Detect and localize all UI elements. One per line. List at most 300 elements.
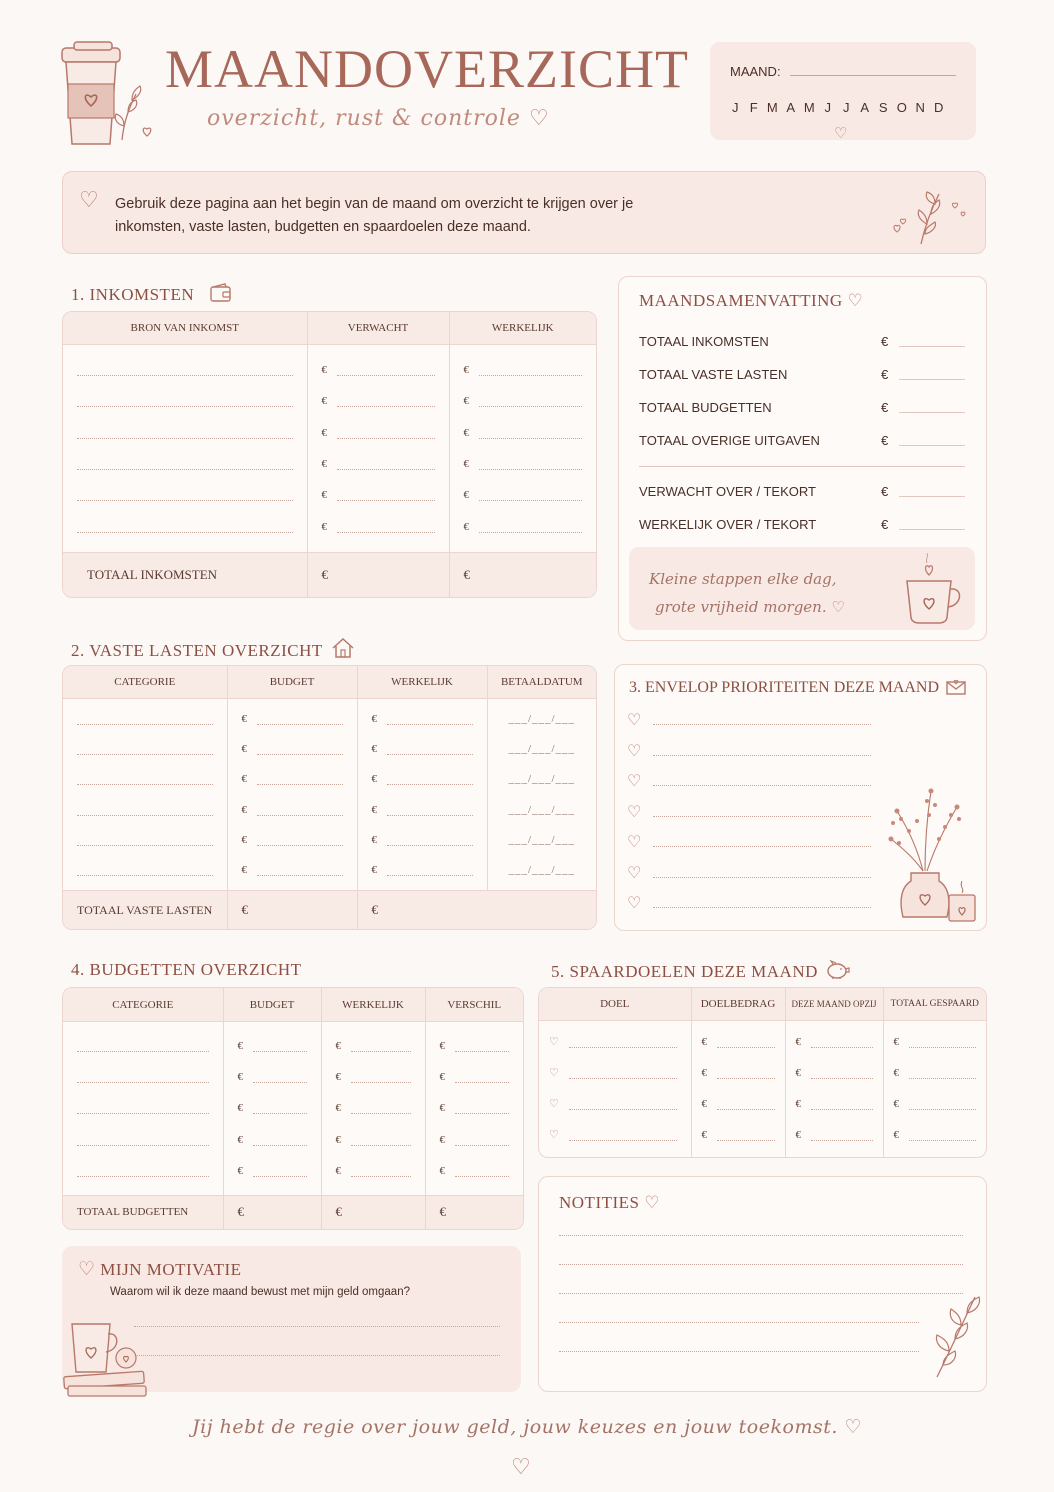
month-field[interactable] xyxy=(790,75,956,76)
this-month-field[interactable] xyxy=(811,1130,873,1141)
euro-sign: € xyxy=(795,1097,801,1110)
euro-sign: € xyxy=(335,1133,341,1146)
category-field[interactable] xyxy=(77,713,213,725)
heart-icon: ♡ xyxy=(627,773,642,791)
col-header: BUDGET xyxy=(227,666,357,698)
category-field[interactable] xyxy=(77,1071,209,1083)
summary-field[interactable] xyxy=(899,436,965,446)
budget-field[interactable] xyxy=(253,1135,307,1146)
source-field[interactable] xyxy=(77,395,293,407)
goal-field[interactable] xyxy=(569,1130,677,1141)
col-header: WERKELIJK xyxy=(449,312,596,344)
euro-sign: € xyxy=(439,1102,445,1115)
actual-field[interactable] xyxy=(479,522,582,533)
leaf-sprig-icon xyxy=(881,180,971,253)
actual-field[interactable] xyxy=(351,1072,411,1083)
budgets-title: 4. BUDGETTEN OVERZICHT xyxy=(71,960,302,979)
summary-label: TOTAAL OVERIGE UITGAVEN xyxy=(639,433,820,448)
income-table xyxy=(62,311,597,598)
col-header: TOTAAL GESPAARD xyxy=(883,988,986,1020)
category-field[interactable] xyxy=(77,834,213,846)
euro-sign: € xyxy=(463,458,469,471)
goal-field[interactable] xyxy=(569,1068,677,1079)
euro-sign: € xyxy=(241,833,247,846)
total-actual[interactable] xyxy=(449,552,596,597)
table-row xyxy=(63,511,596,542)
table-row xyxy=(63,855,596,885)
euro-sign: € xyxy=(335,1071,341,1084)
total-label: TOTAAL INKOMSTEN xyxy=(63,552,307,597)
budget-field[interactable] xyxy=(257,744,343,755)
heart-icon: ♡ xyxy=(627,712,642,730)
euro-sign: € xyxy=(321,395,327,408)
payment-date-field[interactable]: ___/___/___ xyxy=(508,833,576,846)
total-row xyxy=(63,552,596,597)
leaf-branch-icon xyxy=(927,1287,983,1388)
month-box xyxy=(710,42,976,140)
euro-sign: € xyxy=(321,520,327,533)
payment-date-field[interactable]: ___/___/___ xyxy=(508,773,576,786)
heart-icon: ♡ xyxy=(834,125,848,142)
intro-box xyxy=(62,171,986,254)
month-a[interactable]: A xyxy=(786,100,796,115)
summary-row xyxy=(639,391,965,424)
envelope-title: 3. ENVELOP PRIORITEITEN DEZE MAAND xyxy=(629,677,967,700)
actual-field[interactable] xyxy=(387,714,473,725)
euro-sign: € xyxy=(241,713,247,726)
euro-sign: € xyxy=(321,489,327,502)
euro-sign: € xyxy=(371,833,377,846)
month-d[interactable]: D xyxy=(934,100,944,115)
total-actual[interactable] xyxy=(357,891,596,929)
budget-field[interactable] xyxy=(257,865,343,876)
payment-date-field[interactable]: ___/___/___ xyxy=(508,713,576,726)
heart-icon: ♡ xyxy=(511,1454,531,1479)
intro-line-2: inkomsten, vaste lasten, budgetten en spaardoelen deze maand. xyxy=(115,219,531,235)
euro-sign: € xyxy=(371,773,377,786)
euro-sign: € xyxy=(321,458,327,471)
col-header: DEZE MAAND OPZIJ xyxy=(785,988,883,1020)
this-month-field[interactable] xyxy=(811,1099,873,1110)
budgets-table xyxy=(62,987,524,1230)
euro-sign: € xyxy=(893,1066,899,1079)
category-field[interactable] xyxy=(77,1040,209,1052)
month-o[interactable]: O xyxy=(896,100,907,115)
summary-field[interactable] xyxy=(899,403,965,413)
mug-and-book-illustration xyxy=(62,1318,152,1413)
col-header: WERKELIJK xyxy=(357,666,487,698)
total-saved-field[interactable] xyxy=(909,1130,976,1141)
heart-icon: ♡ xyxy=(528,106,550,131)
this-month-field[interactable] xyxy=(811,1037,873,1048)
actual-field[interactable] xyxy=(351,1166,411,1177)
euro-sign: € xyxy=(241,863,247,876)
euro-sign: € xyxy=(439,1071,445,1084)
goal-field[interactable] xyxy=(569,1099,677,1110)
table-row xyxy=(63,1124,523,1155)
euro-sign: € xyxy=(881,433,889,448)
table-row xyxy=(63,480,596,511)
table-row xyxy=(63,1093,523,1124)
expected-field[interactable] xyxy=(337,365,435,376)
table-row xyxy=(63,794,596,824)
total-label: TOTAAL VASTE LASTEN xyxy=(63,891,227,929)
priority-field[interactable] xyxy=(653,715,871,725)
difference-field[interactable] xyxy=(455,1135,509,1146)
category-field[interactable] xyxy=(77,1134,209,1146)
target-field[interactable] xyxy=(717,1037,775,1048)
month-f[interactable]: F xyxy=(749,100,758,115)
budget-field[interactable] xyxy=(257,835,343,846)
motivation-line[interactable] xyxy=(134,1313,500,1327)
quote-line-1: Kleine stappen elke dag, xyxy=(649,570,837,588)
priority-row xyxy=(627,797,871,828)
euro-sign: € xyxy=(439,1133,445,1146)
col-header: VERSCHIL xyxy=(425,988,523,1022)
month-label: MAAND: xyxy=(730,64,781,79)
table-row xyxy=(63,734,596,764)
summary-label: WERKELIJK OVER / TEKORT xyxy=(639,517,817,532)
heart-icon: ♡ xyxy=(549,1098,559,1110)
priority-row xyxy=(627,766,871,797)
target-field[interactable] xyxy=(717,1130,775,1141)
notes-line[interactable] xyxy=(559,1236,963,1265)
difference-field[interactable] xyxy=(455,1103,509,1114)
euro-sign: € xyxy=(335,1039,341,1052)
total-saved-field[interactable] xyxy=(909,1068,976,1079)
euro-sign: € xyxy=(371,743,377,756)
intro-line-1: Gebruik deze pagina aan het begin van de maand om overzicht te krijgen over je xyxy=(115,196,634,212)
heart-icon: ♡ xyxy=(549,1129,559,1141)
budget-field[interactable] xyxy=(257,805,343,816)
heart-icon: ♡ xyxy=(831,598,845,616)
total-row xyxy=(63,891,596,929)
euro-sign: € xyxy=(237,1165,243,1178)
table-row xyxy=(63,1030,523,1061)
difference-field[interactable] xyxy=(455,1072,509,1083)
euro-sign: € xyxy=(463,364,469,377)
euro-sign: € xyxy=(241,803,247,816)
month-m2[interactable]: M xyxy=(803,100,815,115)
budget-field[interactable] xyxy=(253,1166,307,1177)
motivation-question: Waarom wil ik deze maand bewust met mijn geld omgaan? xyxy=(110,1286,410,1298)
savings-title: 5. SPAARDOELEN DEZE MAAND xyxy=(551,960,851,985)
month-j2[interactable]: J xyxy=(824,100,831,115)
euro-sign: € xyxy=(371,713,377,726)
summary-label: TOTAAL INKOMSTEN xyxy=(639,334,769,349)
notes-line[interactable] xyxy=(559,1207,963,1236)
source-field[interactable] xyxy=(77,521,293,533)
euro-sign: € xyxy=(439,1204,446,1220)
month-j3[interactable]: J xyxy=(843,100,850,115)
priority-row xyxy=(627,705,871,736)
target-field[interactable] xyxy=(717,1068,775,1079)
euro-sign: € xyxy=(463,520,469,533)
actual-field[interactable] xyxy=(351,1041,411,1052)
euro-sign: € xyxy=(321,364,327,377)
actual-field[interactable] xyxy=(351,1103,411,1114)
table-row xyxy=(539,1026,986,1057)
envelope-box xyxy=(614,664,987,931)
table-row xyxy=(63,386,596,417)
col-header: VERWACHT xyxy=(307,312,449,344)
payment-date-field[interactable]: ___/___/___ xyxy=(508,863,576,876)
month-n[interactable]: N xyxy=(915,100,925,115)
category-field[interactable] xyxy=(77,773,213,785)
euro-sign: € xyxy=(371,902,378,918)
actual-field[interactable] xyxy=(387,774,473,785)
euro-sign: € xyxy=(241,773,247,786)
col-header: CATEGORIE xyxy=(63,988,223,1022)
heart-icon: ♡ xyxy=(627,864,642,882)
total-row xyxy=(63,1195,523,1229)
budget-field[interactable] xyxy=(257,714,343,725)
budget-field[interactable] xyxy=(253,1072,307,1083)
total-budget[interactable] xyxy=(223,1195,321,1229)
expected-field[interactable] xyxy=(337,428,435,439)
actual-field[interactable] xyxy=(387,835,473,846)
euro-sign: € xyxy=(335,1204,342,1220)
motivation-line[interactable] xyxy=(134,1342,500,1356)
actual-field[interactable] xyxy=(479,365,582,376)
euro-sign: € xyxy=(881,484,889,499)
heart-icon: ♡ xyxy=(627,895,642,913)
summary-row xyxy=(639,325,965,358)
euro-sign: € xyxy=(701,1128,707,1141)
priority-row xyxy=(627,888,871,919)
euro-sign: € xyxy=(237,1071,243,1084)
euro-sign: € xyxy=(439,1039,445,1052)
euro-sign: € xyxy=(241,743,247,756)
motivation-title: ♡ MIJN MOTIVATIE xyxy=(78,1259,242,1280)
heart-icon: ♡ xyxy=(627,742,642,760)
category-field[interactable] xyxy=(77,804,213,816)
page-subtitle: overzicht, rust & controle ♡ xyxy=(207,106,550,131)
euro-sign: € xyxy=(795,1035,801,1048)
wallet-icon xyxy=(209,283,233,308)
euro-sign: € xyxy=(893,1035,899,1048)
table-row xyxy=(63,448,596,479)
euro-sign: € xyxy=(371,863,377,876)
summary-field[interactable] xyxy=(899,370,965,380)
euro-sign: € xyxy=(463,395,469,408)
month-j[interactable]: J xyxy=(732,100,739,115)
table-row xyxy=(539,1119,986,1150)
total-saved-field[interactable] xyxy=(909,1099,976,1110)
summary-field[interactable] xyxy=(899,520,965,530)
mug-icon xyxy=(901,553,965,630)
actual-field[interactable] xyxy=(479,490,582,501)
payment-date-field[interactable]: ___/___/___ xyxy=(508,743,576,756)
euro-sign: € xyxy=(321,566,328,582)
savings-table xyxy=(538,987,987,1158)
house-icon xyxy=(331,637,355,664)
this-month-field[interactable] xyxy=(811,1068,873,1079)
priority-field[interactable] xyxy=(653,776,871,786)
source-field[interactable] xyxy=(77,458,293,470)
month-a2[interactable]: A xyxy=(860,100,870,115)
summary-label: TOTAAL BUDGETTEN xyxy=(639,400,772,415)
income-title: 1. INKOMSTEN xyxy=(71,283,233,308)
budget-field[interactable] xyxy=(253,1103,307,1114)
total-expected[interactable] xyxy=(307,552,449,597)
footer-quote: Jij hebt de regie over jouw geld, jouw keuzes en jouw toekomst. ♡ xyxy=(192,1416,862,1438)
payment-date-field[interactable]: ___/___/___ xyxy=(508,803,576,816)
priority-field[interactable] xyxy=(653,868,871,878)
total-difference[interactable] xyxy=(425,1195,523,1229)
euro-sign: € xyxy=(893,1097,899,1110)
table-row xyxy=(63,764,596,794)
actual-field[interactable] xyxy=(479,428,582,439)
difference-field[interactable] xyxy=(455,1041,509,1052)
heart-icon: ♡ xyxy=(847,291,864,310)
expected-field[interactable] xyxy=(337,459,435,470)
col-header: WERKELIJK xyxy=(321,988,425,1022)
summary-field[interactable] xyxy=(899,487,965,497)
euro-sign: € xyxy=(701,1066,707,1079)
priority-row xyxy=(627,736,871,767)
euro-sign: € xyxy=(237,1039,243,1052)
heart-icon: ♡ xyxy=(549,1067,559,1079)
heart-icon: ♡ xyxy=(627,803,642,821)
source-field[interactable] xyxy=(77,427,293,439)
expected-field[interactable] xyxy=(337,490,435,501)
euro-sign: € xyxy=(795,1066,801,1079)
euro-sign: € xyxy=(701,1035,707,1048)
euro-sign: € xyxy=(237,1133,243,1146)
divider xyxy=(639,466,965,467)
euro-sign: € xyxy=(237,1102,243,1115)
category-field[interactable] xyxy=(77,1102,209,1114)
budget-field[interactable] xyxy=(257,774,343,785)
total-actual[interactable] xyxy=(321,1195,425,1229)
fixed-costs-title: 2. VASTE LASTEN OVERZICHT xyxy=(71,637,355,664)
euro-sign: € xyxy=(463,426,469,439)
table-row xyxy=(539,1057,986,1088)
summary-row xyxy=(639,424,965,457)
actual-field[interactable] xyxy=(387,805,473,816)
summary-row xyxy=(639,475,965,508)
coffee-cup-illustration xyxy=(52,40,162,152)
motivation-box xyxy=(62,1246,521,1392)
col-header: CATEGORIE xyxy=(63,666,227,698)
notes-line[interactable] xyxy=(559,1265,963,1294)
summary-row xyxy=(639,358,965,391)
heart-icon: ♡ xyxy=(78,1259,96,1280)
actual-field[interactable] xyxy=(479,459,582,470)
euro-sign: € xyxy=(335,1165,341,1178)
euro-sign: € xyxy=(881,400,889,415)
category-field[interactable] xyxy=(77,864,213,876)
priority-row xyxy=(627,858,871,889)
priority-field[interactable] xyxy=(653,807,871,817)
table-row xyxy=(63,1061,523,1092)
euro-sign: € xyxy=(893,1128,899,1141)
euro-sign: € xyxy=(237,1204,244,1220)
category-field[interactable] xyxy=(77,1165,209,1177)
euro-sign: € xyxy=(881,334,889,349)
actual-field[interactable] xyxy=(387,744,473,755)
fixed-costs-table xyxy=(62,665,597,930)
actual-field[interactable] xyxy=(479,396,582,407)
euro-sign: € xyxy=(371,803,377,816)
table-row xyxy=(63,825,596,855)
piggy-bank-icon xyxy=(825,960,851,985)
col-header: DOELBEDRAG xyxy=(691,988,785,1020)
table-row xyxy=(539,1088,986,1119)
table-row xyxy=(63,704,596,734)
actual-field[interactable] xyxy=(351,1135,411,1146)
euro-sign: € xyxy=(795,1128,801,1141)
goal-field[interactable] xyxy=(569,1037,677,1048)
summary-row xyxy=(639,508,965,541)
summary-field[interactable] xyxy=(899,337,965,347)
euro-sign: € xyxy=(335,1102,341,1115)
category-field[interactable] xyxy=(77,743,213,755)
flower-vase-candle-illustration xyxy=(887,777,983,932)
page-title: MAANDOVERZICHT xyxy=(165,39,689,99)
euro-sign: € xyxy=(463,489,469,502)
difference-field[interactable] xyxy=(455,1166,509,1177)
euro-sign: € xyxy=(881,517,889,532)
target-field[interactable] xyxy=(717,1099,775,1110)
priority-field[interactable] xyxy=(653,898,871,908)
summary-box xyxy=(618,276,987,641)
quote-line-2: grote vrijheid morgen. ♡ xyxy=(655,598,845,616)
euro-sign: € xyxy=(241,902,248,918)
month-s[interactable]: S xyxy=(878,100,888,115)
envelope-icon xyxy=(945,677,967,700)
summary-title: MAANDSAMENVATTING ♡ xyxy=(639,291,864,310)
euro-sign: € xyxy=(439,1165,445,1178)
notes-box xyxy=(538,1176,987,1392)
heart-icon: ♡ xyxy=(79,187,99,212)
budget-field[interactable] xyxy=(253,1041,307,1052)
table-row xyxy=(63,1156,523,1187)
col-header: BETAALDATUM xyxy=(487,666,596,698)
heart-icon: ♡ xyxy=(644,1193,660,1212)
heart-icon: ♡ xyxy=(844,1416,862,1438)
priority-field[interactable] xyxy=(653,746,871,756)
source-field[interactable] xyxy=(77,489,293,501)
euro-sign: € xyxy=(463,566,470,582)
expected-field[interactable] xyxy=(337,522,435,533)
priority-row xyxy=(627,827,871,858)
quote-card xyxy=(629,547,975,630)
euro-sign: € xyxy=(881,367,889,382)
summary-label: TOTAAL VASTE LASTEN xyxy=(639,367,788,382)
col-header: DOEL xyxy=(539,988,691,1020)
month-m[interactable]: M xyxy=(766,100,778,115)
total-budget[interactable] xyxy=(227,891,357,929)
heart-icon: ♡ xyxy=(627,834,642,852)
notes-line[interactable] xyxy=(559,1323,919,1352)
source-field[interactable] xyxy=(77,364,293,376)
col-header: BUDGET xyxy=(223,988,321,1022)
priority-field[interactable] xyxy=(653,837,871,847)
notes-line[interactable] xyxy=(559,1294,919,1323)
actual-field[interactable] xyxy=(387,865,473,876)
col-header: BRON VAN INKOMST xyxy=(63,312,307,344)
month-selector xyxy=(726,100,948,115)
expected-field[interactable] xyxy=(337,396,435,407)
heart-icon: ♡ xyxy=(549,1036,559,1048)
notes-title: NOTITIES ♡ xyxy=(559,1193,660,1212)
total-saved-field[interactable] xyxy=(909,1037,976,1048)
table-row xyxy=(63,417,596,448)
euro-sign: € xyxy=(321,426,327,439)
total-label: TOTAAL BUDGETTEN xyxy=(63,1195,223,1229)
